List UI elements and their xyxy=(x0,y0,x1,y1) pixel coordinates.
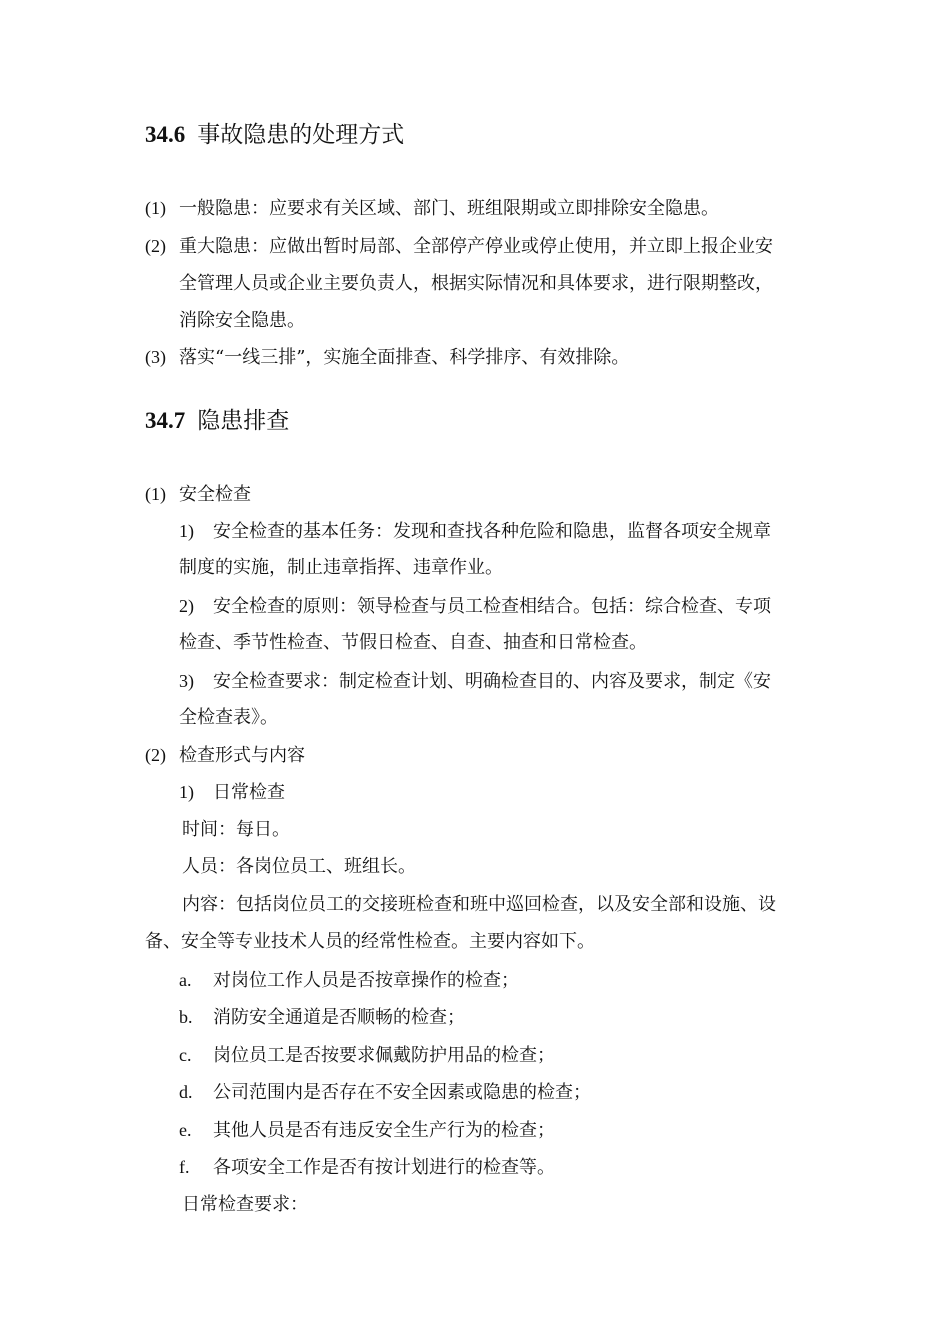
check-item-text: 公司范围内是否存在不安全因素或隐患的检查； xyxy=(213,1082,591,1103)
item-text: 检查形式与内容 xyxy=(179,745,305,766)
content-continuation: 备、安全等专业技术人员的经常性检查。主要内容如下。 xyxy=(145,931,595,952)
sub-item xyxy=(179,668,771,695)
check-item-label: e. xyxy=(179,1120,192,1140)
check-list-item xyxy=(179,967,519,994)
check-item-text: 对岗位工作人员是否按章操作的检查； xyxy=(213,970,519,991)
sub-item xyxy=(179,593,771,620)
sub-item-continuation: 全检查表》。 xyxy=(179,707,278,728)
check-list-item xyxy=(179,1079,591,1106)
sub-item-label: 1) xyxy=(179,782,194,802)
check-item-label: c. xyxy=(179,1045,192,1065)
requirements-line: 日常检查要求： xyxy=(182,1194,308,1215)
sub-item xyxy=(179,518,771,545)
check-item-label: b. xyxy=(179,1007,193,1027)
check-item-label: a. xyxy=(179,970,192,990)
sub-item-label: 1) xyxy=(179,521,194,541)
section-heading-34-7 xyxy=(145,406,289,436)
check-list-item xyxy=(179,1042,555,1069)
check-item-label: f. xyxy=(179,1157,190,1177)
sub-item-text: 安全检查要求：制定检查计划、明确检查目的、内容及要求，制定《安 xyxy=(213,671,771,692)
check-list-item xyxy=(179,1154,555,1181)
item-text: 一般隐患：应要求有关区域、部门、班组限期或立即排除安全隐患。 xyxy=(179,198,719,219)
sub-item-text: 安全检查的原则：领导检查与员工检查相结合。包括：综合检查、专项 xyxy=(213,596,771,617)
section-heading-34-6 xyxy=(145,120,404,150)
sub-item-continuation: 检查、季节性检查、节假日检查、自查、抽查和日常检查。 xyxy=(179,632,647,653)
sub-item-label: 3) xyxy=(179,671,194,691)
section-title: 事故隐患的处理方式 xyxy=(197,122,405,148)
check-item-text: 其他人员是否有违反安全生产行为的检查； xyxy=(213,1120,555,1141)
item-label: (2) xyxy=(145,236,166,256)
item-label: (2) xyxy=(145,745,166,765)
section-number: 34.7 xyxy=(145,408,186,433)
check-list-item xyxy=(179,1004,465,1031)
list-item xyxy=(145,195,719,222)
list-item xyxy=(145,742,305,769)
sub-item-continuation: 制度的实施，制止违章指挥、违章作业。 xyxy=(179,557,503,578)
item-continuation: 消除安全隐患。 xyxy=(179,310,305,331)
check-item-text: 各项安全工作是否有按计划进行的检查等。 xyxy=(213,1157,555,1178)
sub-item-text: 日常检查 xyxy=(213,782,285,803)
time-line: 时间：每日。 xyxy=(182,819,290,840)
item-text: 落实“一线三排”，实施全面排查、科学排序、有效排除。 xyxy=(179,347,630,368)
list-item xyxy=(145,233,773,260)
content-line: 内容：包括岗位员工的交接班检查和班中巡回检查，以及安全部和设施、设 xyxy=(182,894,776,915)
section-number: 34.6 xyxy=(145,122,186,147)
item-text: 重大隐患：应做出暂时局部、全部停产停业或停止使用，并立即上报企业安 xyxy=(179,236,773,257)
staff-line: 人员：各岗位员工、班组长。 xyxy=(182,856,416,877)
list-item xyxy=(145,344,629,371)
item-continuation: 全管理人员或企业主要负责人，根据实际情况和具体要求，进行限期整改， xyxy=(179,273,773,294)
check-item-label: d. xyxy=(179,1082,193,1102)
item-label: (3) xyxy=(145,347,166,367)
sub-item-text: 安全检查的基本任务：发现和查找各种危险和隐患，监督各项安全规章 xyxy=(213,521,771,542)
check-item-text: 消防安全通道是否顺畅的检查； xyxy=(213,1007,465,1028)
sub-item xyxy=(179,779,285,806)
item-text: 安全检查 xyxy=(179,484,251,505)
item-label: (1) xyxy=(145,198,166,218)
section-title: 隐患排查 xyxy=(197,408,290,434)
check-item-text: 岗位员工是否按要求佩戴防护用品的检查； xyxy=(213,1045,555,1066)
item-label: (1) xyxy=(145,484,166,504)
list-item xyxy=(145,481,251,508)
check-list-item xyxy=(179,1117,555,1144)
sub-item-label: 2) xyxy=(179,596,194,616)
